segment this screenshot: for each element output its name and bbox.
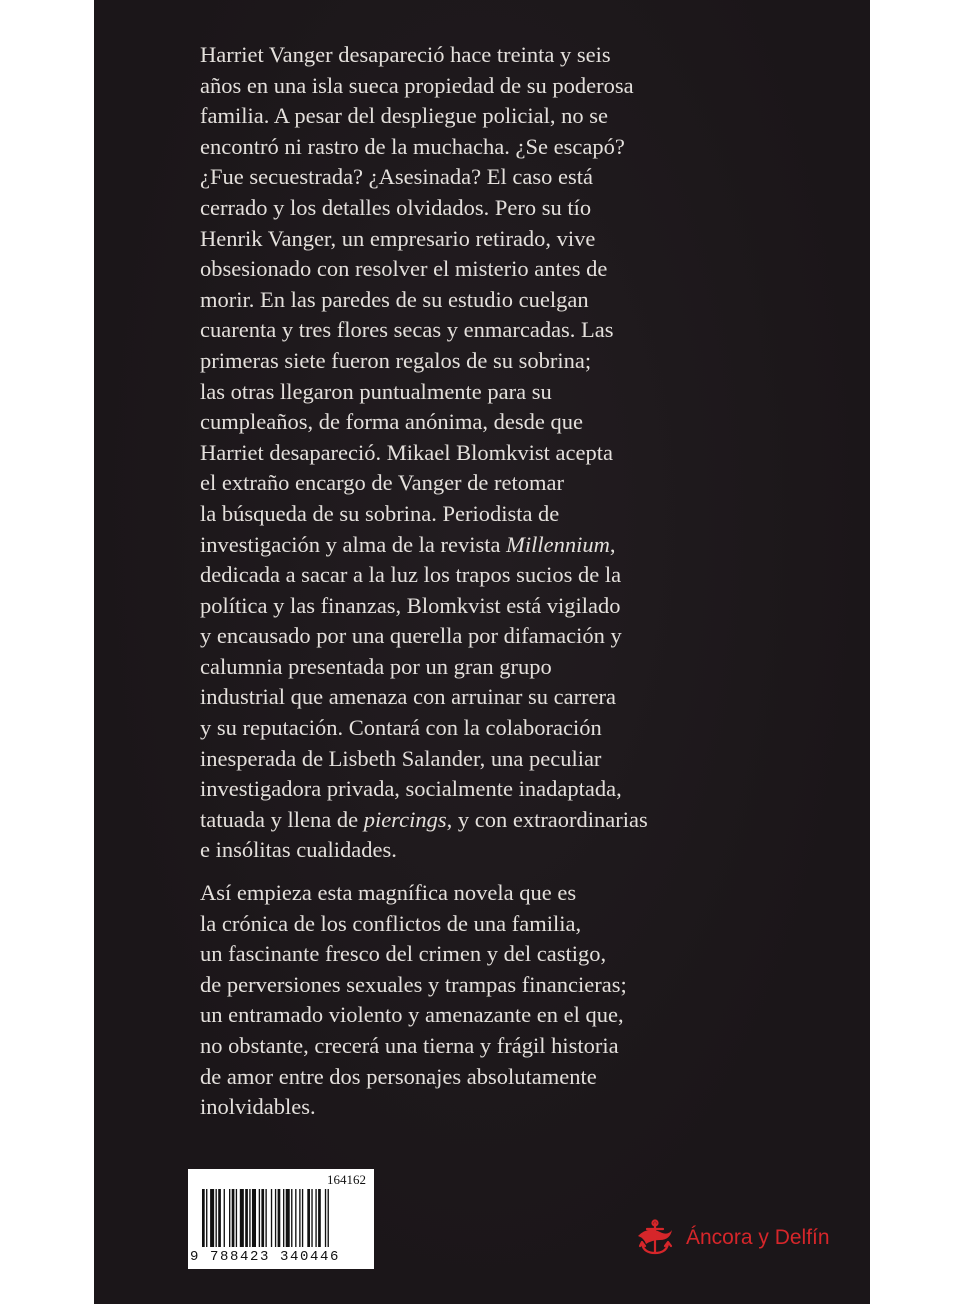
blurb-paragraph-2 bbox=[200, 878, 840, 1123]
blurb-line: y su reputación. Contará con la colaboración bbox=[200, 715, 602, 741]
blurb-line: ¿Fue secuestrada? ¿Asesinada? El caso está bbox=[200, 164, 593, 190]
blurb-line: no obstante, crecerá una tierna y frágil historia bbox=[200, 1033, 619, 1058]
blurb-line: política y las finanzas, Blomkvist está vigilado bbox=[200, 592, 621, 618]
blurb-line: Harriet Vanger desapareció hace treinta y seis bbox=[200, 42, 611, 67]
publisher-logo-block bbox=[634, 1218, 830, 1258]
blurb-line: Harriet desapareció. Mikael Blomkvist acepta bbox=[200, 439, 613, 465]
blurb-line: familia. A pesar del despliegue policial, no se bbox=[200, 103, 609, 129]
blurb-line: Henrik Vanger, un empresario retirado, vive bbox=[200, 225, 596, 251]
blurb-line: años en una isla sueca propiedad de su poderosa bbox=[200, 72, 634, 98]
blurb-line: e insólitas cualidades. bbox=[200, 837, 397, 863]
isbn-digits: 9 788423 340446 bbox=[190, 1249, 341, 1265]
anchor-dolphin-icon bbox=[634, 1218, 676, 1258]
blurb-line: el extraño encargo de Vanger de retomar bbox=[200, 470, 564, 496]
blurb-line: y encausado por una querella por difamación y bbox=[200, 623, 622, 649]
barcode-icon bbox=[202, 1189, 366, 1247]
blurb-line: de amor entre dos personajes absolutamente bbox=[200, 1063, 597, 1089]
blurb-line: dedicada a sacar a la luz los trapos sucios de la bbox=[200, 562, 622, 588]
blurb-line: obsesionado con resolver el misterio antes de bbox=[200, 256, 608, 282]
blurb-line: inesperada de Lisbeth Salander, una peculiar bbox=[200, 745, 602, 771]
blurb-line: un fascinante fresco del crimen y del castigo, bbox=[200, 941, 607, 967]
blurb-line: encontró ni rastro de la muchacha. ¿Se escapó? bbox=[200, 133, 625, 159]
blurb-line: un entramado violento y amenazante en el que, bbox=[200, 1002, 624, 1028]
blurb-line: Así empieza esta magnífica novela que es bbox=[200, 880, 577, 906]
blurb-line: calumnia presentada por un gran grupo bbox=[200, 653, 552, 679]
blurb-line: las otras llegaron puntualmente para su bbox=[200, 378, 552, 404]
blurb-line: industrial que amenaza con arruinar su carrera bbox=[200, 684, 617, 710]
blurb-line: primeras siete fueron regalos de su sobrina; bbox=[200, 347, 592, 373]
blurb-line: cuarenta y tres flores secas y enmarcadas. Las bbox=[200, 317, 614, 343]
barcode-top-number: 164162 bbox=[327, 1172, 366, 1187]
blurb-paragraph-1 bbox=[200, 40, 840, 866]
blurb-text bbox=[200, 40, 840, 1123]
publisher-name: Áncora y Delfín bbox=[686, 1226, 830, 1249]
blurb-line: tatuada y llena de piercings, y con extraordinarias bbox=[200, 806, 648, 832]
blurb-line: de perversiones sexuales y trampas financieras; bbox=[200, 971, 627, 997]
blurb-line: investigadora privada, socialmente inadaptada, bbox=[200, 776, 622, 802]
blurb-line: inolvidables. bbox=[200, 1094, 316, 1120]
blurb-line: cerrado y los detalles olvidados. Pero su tío bbox=[200, 194, 592, 220]
barcode-label bbox=[188, 1169, 374, 1269]
blurb-line: investigación y alma de la revista Millennium, bbox=[200, 531, 616, 557]
blurb-line: la crónica de los conflictos de una familia, bbox=[200, 910, 582, 936]
blurb-line: la búsqueda de su sobrina. Periodista de bbox=[200, 500, 560, 526]
blurb-line: cumpleaños, de forma anónima, desde que bbox=[200, 409, 583, 435]
blurb-line: morir. En las paredes de su estudio cuelgan bbox=[200, 286, 589, 312]
